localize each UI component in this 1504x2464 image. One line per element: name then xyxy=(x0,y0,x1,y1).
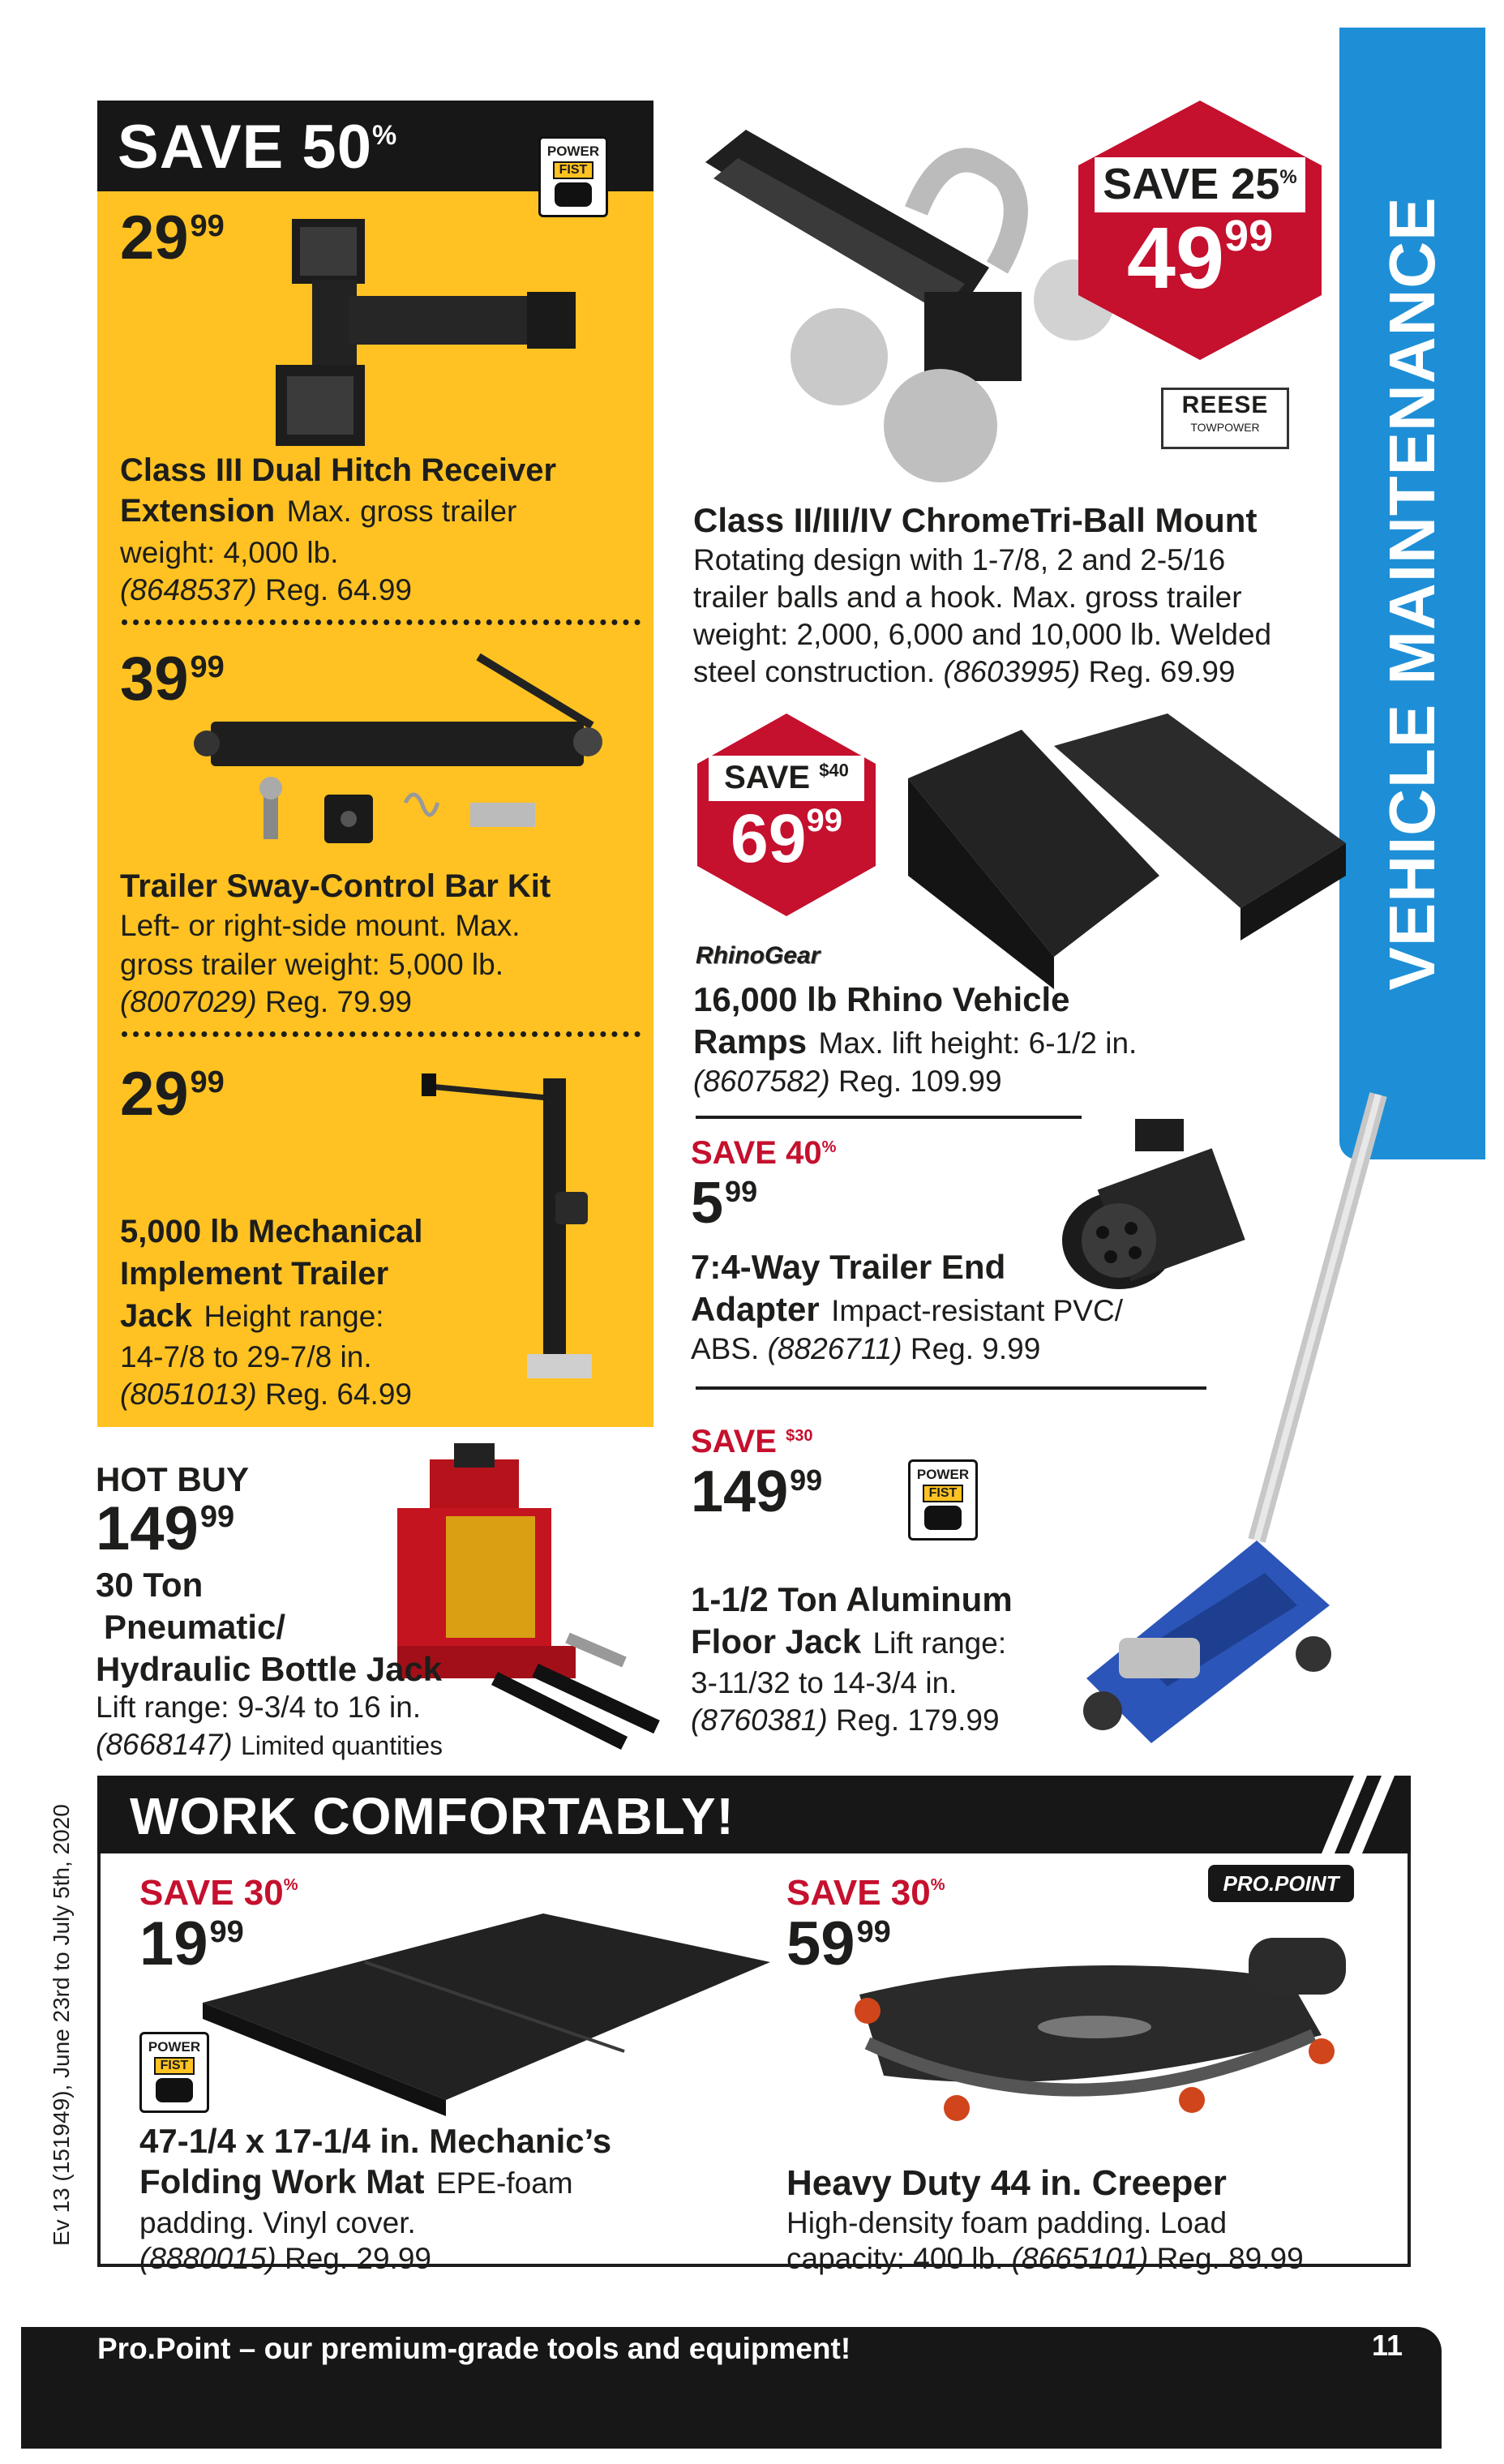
adapter-desc2-code-reg: ABS. (8826711) Reg. 9.99 xyxy=(691,1332,1041,1365)
category-tab[interactable] xyxy=(1339,28,1485,1159)
tri-ball-image xyxy=(697,114,1119,495)
adapter-save-label: SAVE 40% xyxy=(691,1135,837,1171)
floor-jack-image xyxy=(1054,1086,1395,1759)
trailer-jack-desc2: 14-7/8 to 29-7/8 in. xyxy=(120,1340,372,1373)
bottle-jack-title1[interactable]: 30 Ton xyxy=(96,1566,204,1604)
pro-point-logo: PRO.POINT xyxy=(1208,1865,1354,1902)
creeper-desc1: High-density foam padding. Load xyxy=(786,2206,1228,2239)
save-25-badge: SAVE 25% $49^{99}$ xyxy=(1078,101,1322,360)
dual-hitch-line2: Extension Max. gross trailer xyxy=(120,493,517,529)
floor-jack-price: $149^{99}$ xyxy=(691,1459,823,1524)
sway-bar-desc2: gross trailer weight: 5,000 lb. xyxy=(120,948,504,981)
dual-hitch-price: $29^{99}$ xyxy=(120,204,225,272)
dual-hitch-code-reg: (8648537) Reg. 64.99 xyxy=(120,573,412,606)
category-tab-label: VEHICLE MAINTENANCE xyxy=(1376,196,1448,991)
creeper-save-label: SAVE 30% xyxy=(786,1873,945,1913)
tri-ball-desc1: Rotating design with 1-7/8, 2 and 2-5/16 xyxy=(693,543,1226,576)
work-comfortably-title: WORK COMFORTABLY! xyxy=(130,1787,735,1845)
bottle-jack-title3: Hydraulic Bottle Jack xyxy=(96,1650,443,1688)
rhinogear-logo: RhinoGear xyxy=(696,942,821,969)
footer-text: Pro.Point – our premium-grade tools and equipment! xyxy=(97,2332,851,2365)
trailer-jack-price: $29^{99}$ xyxy=(120,1060,225,1129)
tri-ball-title[interactable]: Class II/III/IV ChromeTri-Ball Mount xyxy=(693,501,1258,539)
sway-bar-desc1: Left- or right-side mount. Max. xyxy=(120,909,521,942)
dual-hitch-image xyxy=(268,203,600,462)
stripe-decoration xyxy=(1297,1776,1411,1853)
trailer-jack-image xyxy=(413,1062,624,1411)
trailer-jack-title2: Implement Trailer xyxy=(120,1256,389,1292)
work-mat-desc2: padding. Vinyl cover. xyxy=(139,2206,416,2239)
floor-jack-code-reg: (8760381) Reg. 179.99 xyxy=(691,1703,1000,1737)
sway-bar-image xyxy=(186,649,608,859)
bottle-jack-price: $149^{99}$ xyxy=(96,1494,235,1563)
creeper-title[interactable]: Heavy Duty 44 in. Creeper xyxy=(786,2163,1227,2203)
power-fist-logo: POWER FIST xyxy=(908,1459,978,1541)
work-mat-code-reg: (8880015) Reg. 29.99 xyxy=(139,2242,431,2275)
floor-jack-line2: Floor Jack Lift range: xyxy=(691,1622,1007,1661)
trailer-jack-line3: Jack Height range: xyxy=(120,1298,384,1334)
rhino-ramps-title1[interactable]: 16,000 lb Rhino Vehicle xyxy=(693,980,1070,1018)
rhino-ramps-image xyxy=(892,713,1346,1005)
rhino-ramps-code-reg: (8607582) Reg. 109.99 xyxy=(693,1065,1002,1098)
save-50-label: SAVE 50% xyxy=(118,113,398,182)
work-mat-image xyxy=(203,1913,770,2116)
dotted-divider xyxy=(122,1031,641,1037)
dotted-divider xyxy=(122,619,641,625)
tri-ball-desc3: weight: 2,000, 6,000 and 10,000 lb. Welded xyxy=(693,618,1272,651)
fist-icon xyxy=(156,2078,193,2102)
bottle-jack-image xyxy=(381,1443,673,1768)
sway-bar-price: $39^{99}$ xyxy=(120,645,225,713)
trailer-jack-code-reg: (8051013) Reg. 64.99 xyxy=(120,1378,412,1411)
floor-jack-title1[interactable]: 1-1/2 Ton Aluminum xyxy=(691,1580,1013,1618)
tri-ball-desc2: trailer balls and a hook. Max. gross trailer xyxy=(693,581,1242,614)
page-number: 11 xyxy=(1372,2329,1403,2362)
adapter-line2: Adapter Impact-resistant PVC/ xyxy=(691,1290,1123,1328)
sway-bar-title[interactable]: Trailer Sway-Control Bar Kit xyxy=(120,868,551,904)
creeper-desc2-code-reg: capacity: 400 lb. (8665101) Reg. 89.99 xyxy=(786,2242,1304,2275)
power-fist-logo: POWER FIST xyxy=(139,2032,209,2113)
work-mat-title1[interactable]: 47-1/4 x 17-1/4 in. Mechanic’s xyxy=(139,2122,612,2160)
power-fist-logo: POWER FIST xyxy=(538,136,608,217)
dual-hitch-title[interactable]: Class III Dual Hitch Receiver xyxy=(120,452,557,488)
edition-info: Ev 13 (151949), June 23rd to July 5th, 2020 xyxy=(49,1804,74,2246)
work-mat-save-label: SAVE 30% xyxy=(139,1873,298,1913)
trailer-jack-title1[interactable]: 5,000 lb Mechanical xyxy=(120,1214,423,1249)
floor-jack-desc2: 3-11/32 to 14-3/4 in. xyxy=(691,1666,958,1699)
sway-bar-code-reg: (8007029) Reg. 79.99 xyxy=(120,985,412,1018)
reese-logo: REESE TOWPOWER xyxy=(1161,388,1289,449)
bottle-jack-desc: Lift range: 9-3/4 to 16 in. xyxy=(96,1691,422,1724)
dual-hitch-desc: weight: 4,000 lb. xyxy=(120,536,339,569)
hot-buy-badge: HOT BUY xyxy=(96,1460,249,1498)
adapter-price: $5^{99}$ xyxy=(691,1171,758,1236)
divider xyxy=(696,1116,1082,1119)
bottle-jack-title2: Pneumatic/ xyxy=(104,1608,286,1646)
bottle-jack-code-note: (8668147) Limited quantities xyxy=(96,1728,443,1761)
work-mat-line2: Folding Work Mat EPE-foam xyxy=(139,2162,573,2200)
work-mat-price: $19^{99}$ xyxy=(139,1909,244,1978)
creeper-price: $59^{99}$ xyxy=(786,1909,891,1978)
creeper-image xyxy=(835,1913,1354,2157)
adapter-title1[interactable]: 7:4-Way Trailer End xyxy=(691,1248,1006,1286)
rhino-ramps-line2: Ramps Max. lift height: 6-1/2 in. xyxy=(693,1022,1138,1061)
floor-jack-save-label: SAVE $^{\$30}$ xyxy=(691,1424,813,1459)
fist-icon xyxy=(924,1506,962,1530)
save-40-badge: SAVE $^{\$40}$ $69^{99}$ xyxy=(697,713,876,916)
tri-ball-desc4-code-reg: steel construction. (8603995) Reg. 69.99 xyxy=(693,655,1236,688)
